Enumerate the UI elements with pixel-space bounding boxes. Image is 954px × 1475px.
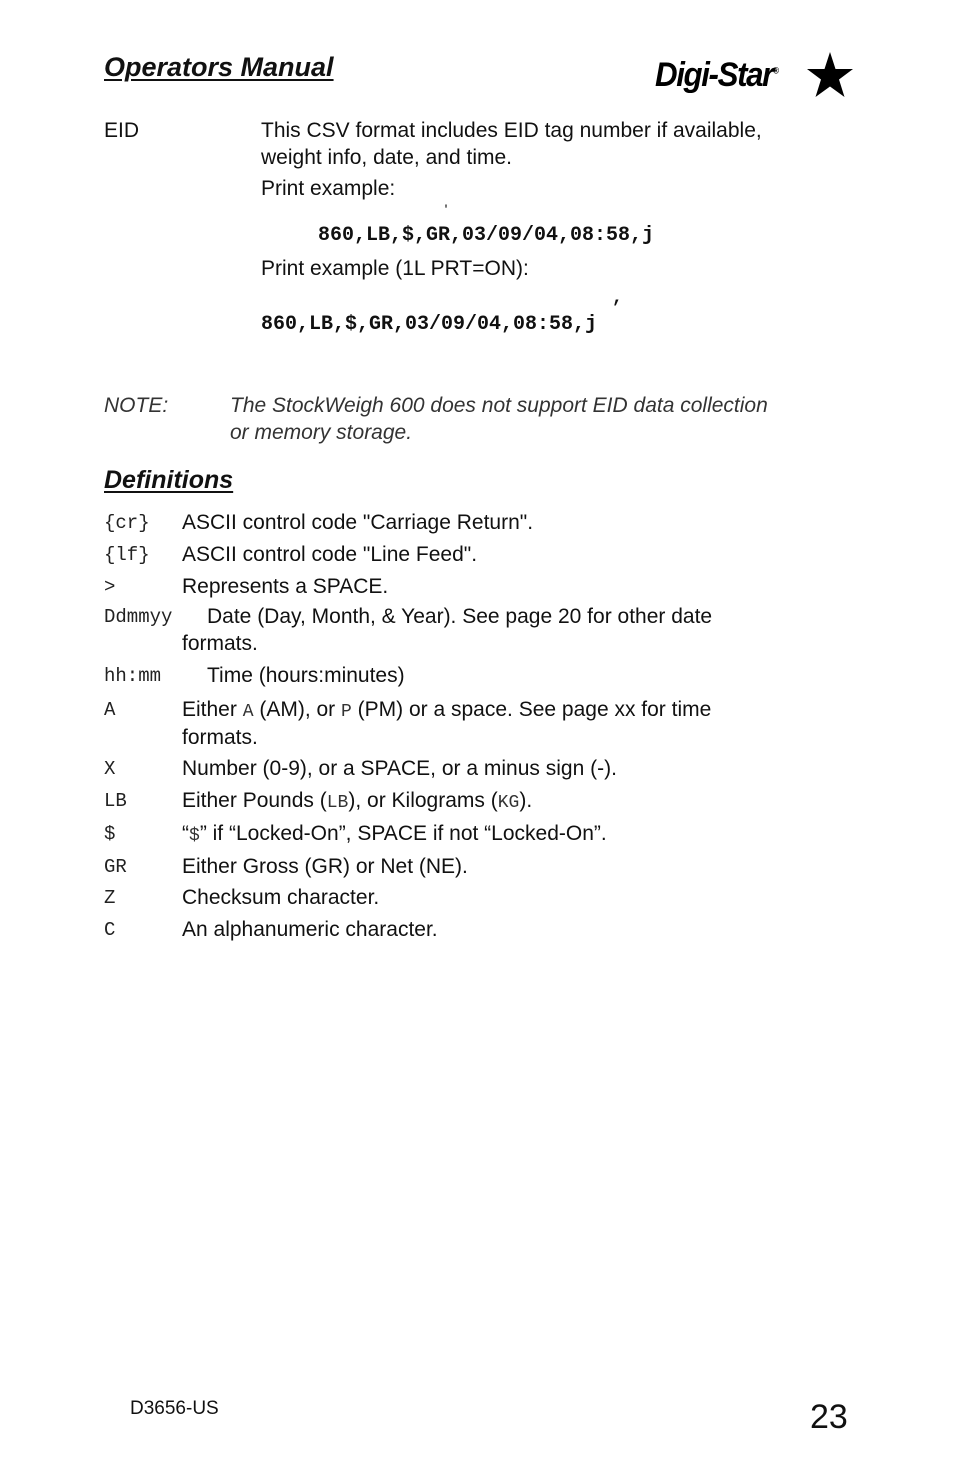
definition-description: “$” if “Locked-On”, SPACE if not “Locked-On”. [182,822,607,846]
note-line-1: The StockWeigh 600 does not support EID data collection [230,394,768,417]
definitions-heading: Definitions [104,466,234,494]
definition-description: An alphanumeric character. [182,918,438,941]
eid-label: EID [104,119,140,142]
note-line-2: or memory storage. [230,421,413,444]
print-example-1l-output: 860,LB,$,GR,03/09/04,08:58,j [261,313,598,336]
print-example-label: Print example: [261,177,396,200]
definition-term: GR [104,856,127,878]
print-example-output: 860,LB,$,GR,03/09/04,08:58,j [318,224,655,247]
definition-term: A [104,699,116,721]
definition-term: X [104,758,116,780]
logo-wordmark: Digi-Star® [655,56,778,94]
definition-description: Either Gross (GR) or Net (NE). [182,855,468,878]
document-code: D3656-US [130,1398,219,1419]
definition-term: hh:mm [104,665,162,687]
definition-description: ASCII control code "Carriage Return". [182,511,534,534]
eid-description-line-2: weight info, date, and time. [261,146,512,169]
definition-description: Date (Day, Month, & Year). See page 20 for other date [207,605,713,628]
definition-description-continued: formats. [182,726,258,749]
star-icon [805,50,855,100]
page-number: 23 [810,1398,848,1436]
definition-term: LB [104,790,127,812]
definition-description: Number (0-9), or a SPACE, or a minus sign (-). [182,757,617,780]
definition-term: $ [104,823,116,845]
definition-term: {lf} [104,544,150,566]
eid-description-line-1: This CSV format includes EID tag number if available, [261,119,762,142]
print-example-1l-tick-mark: , [612,288,623,308]
page-header-title: Operators Manual [104,52,334,82]
definition-term: Z [104,887,116,909]
definition-term: C [104,919,116,941]
definition-description: Represents a SPACE. [182,575,389,598]
print-example-1l-label: Print example (1L PRT=ON): [261,257,529,280]
definition-description: ASCII control code "Line Feed". [182,543,478,566]
definition-description: Either A (AM), or P (PM) or a space. See page xx for time [182,698,712,722]
definition-description: Checksum character. [182,886,380,909]
definition-description: Time (hours:minutes) [207,664,405,687]
definition-term: > [104,576,116,598]
print-example-tick-mark: ′ [443,205,450,216]
definition-description-continued: formats. [182,632,258,655]
definition-term: {cr} [104,512,150,534]
definition-description: Either Pounds (LB), or Kilograms (KG). [182,789,533,813]
definition-term: Ddmmyy [104,606,173,628]
note-label: NOTE: [104,394,169,417]
digi-star-logo [655,50,855,102]
